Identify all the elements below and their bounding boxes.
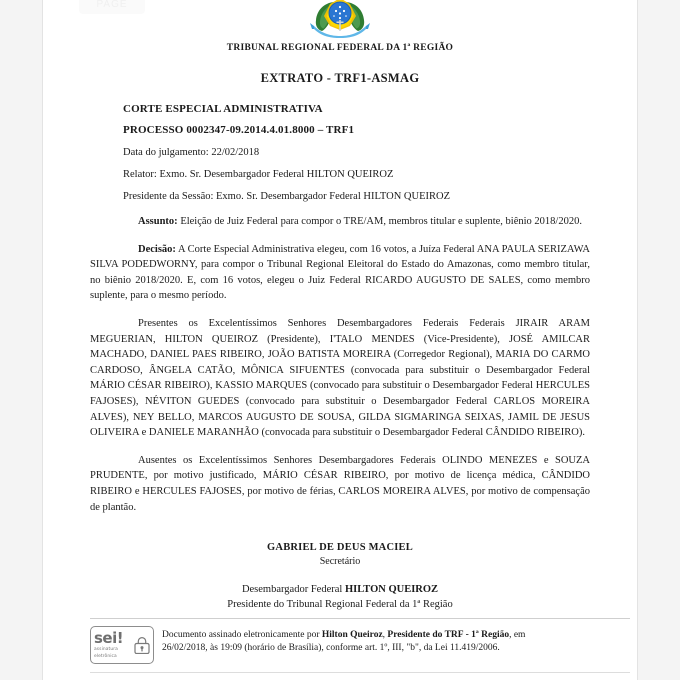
document-content [90, 0, 590, 612]
sei-line1-pre: Documento assinado eletronicamente por [162, 630, 322, 640]
padlock-icon [134, 637, 150, 654]
sei-sub-line-2: eletrônica [94, 653, 117, 659]
sei-stamp [90, 626, 154, 664]
sei-signer-role: Presidente do TRF - 1ª Região [387, 630, 510, 640]
organization-title: TRIBUNAL REGIONAL FEDERAL DA 1ª REGIÃO [226, 43, 454, 53]
court-section-heading: CORTE ESPECIAL ADMINISTRATIVA [123, 103, 323, 115]
corner-watermark-chip: PAGE [79, 0, 145, 14]
subject-paragraph [90, 214, 590, 230]
sei-signature-row [90, 626, 635, 664]
president-prefix: Desembargador Federal [241, 584, 345, 596]
process-number-heading: PROCESSO 0002347-09.2014.4.01.8000 – TRF1 [123, 124, 355, 136]
president-signature-block [90, 583, 590, 612]
page-edge-right [637, 0, 638, 680]
present-members-paragraph: Presentes os Excelentíssimos Senhores Desembargadores Federais Federais JIRAIR ARAM MEGUERIAN, HILTON QUEIROZ (Presidente), I'TALO MENDES (Vice-Presidente), JOSÉ AMILCAR MACHADO, DANIEL PAES RIBEIRO, JOÃO BATISTA MOREIRA (Corregedor Regional), MARIA DO CARMO CARDOSO, ÂNGELA CATÃO, MÔNICA SIFUENTES (convocada para substituir o Desembargador Federal MÁRIO CÉSAR RIBEIRO), KASSIO MARQUES (convocado para substituir o Desembargador Federal HERCULES FAJOSES), NÉVITON GUEDES (convocado para substituir o Desembargador Federal CARLOS MOREIRA ALVES), NEY BELLO, MARCOS AUGUSTO DE SOUSA, GILDA SIGMARINGA SEIXAS, JAMIL DE JESUS OLIVEIRA e DANIELE MARANHÃO (convocada para substituir o Desembargador Federal CÂNDIDO RIBEIRO). [90, 317, 590, 439]
coat-of-arms-container [90, 0, 590, 38]
decision-body: A Corte Especial Administrativa elegeu, com 16 votos, a Juíza Federal ANA PAULA SERIZAWA SILVA PODEDWORNY, para compor o Tribunal Regional Eleitoral do Estado do Amazonas, como membro titular, no biênio 2018/2020. E, com 16 votos, elegeu o Juiz Federal RICARDO AUGUSTO DE SALES, como membro suplente, para o mesmo período. [90, 243, 590, 302]
sei-signature-text [162, 626, 525, 655]
secretary-name: GABRIEL DE DEUS MACIEL [267, 542, 413, 554]
judgment-date-field: Data do julgamento: 22/02/2018 [123, 147, 260, 158]
page-title: EXTRATO - TRF1-ASMAG [260, 71, 420, 85]
secretary-signature-block [90, 541, 590, 569]
subject-body: Eleição de Juiz Federal para compor o TRE/AM, membros titular e suplente, biênio 2018/2020. [177, 216, 582, 227]
president-name: HILTON QUEIROZ [344, 584, 439, 596]
sei-wordmark: sei! [94, 629, 124, 648]
subject-label: Assunto: [138, 216, 178, 227]
sei-line1-post: , em [509, 630, 526, 640]
sei-signer-name: Hilton Queiroz [321, 630, 383, 640]
footer-divider [90, 618, 630, 619]
absent-members-paragraph: Ausentes os Excelentíssimos Senhores Desembargadores Federais OLINDO MENEZES e SOUZA PRUDENTE, por motivo justificado, MÁRIO CÉSAR RIBEIRO, por motivo de licença médica, CÂNDIDO RIBEIRO e HERCULES FAJOSES, por motivo de férias, CARLOS MOREIRA ALVES, por motivo de compensação de plantão. [90, 454, 590, 513]
session-president-field: Presidente da Sessão: Exmo. Sr. Desembargador Federal HILTON QUEIROZ [123, 191, 450, 202]
sei-sub-line-1: assinatura [94, 647, 118, 653]
footer-divider-bottom [90, 672, 630, 673]
reporter-field: Relator: Exmo. Sr. Desembargador Federal HILTON QUEIROZ [123, 169, 394, 180]
brasao-republica-icon [304, 0, 376, 38]
sei-line1-mid: , [382, 630, 388, 640]
secretary-role: Secretário [319, 556, 361, 568]
decision-paragraph [90, 242, 590, 304]
decision-label: Decisão: [138, 243, 176, 255]
sei-logo [94, 631, 132, 658]
sei-signature-line-1 [162, 629, 525, 642]
president-role: Presidente do Tribunal Regional Federal da 1ª Região [227, 598, 453, 610]
president-name-line [90, 583, 590, 598]
document-page [43, 0, 637, 680]
sei-signature-line-2: 26/02/2018, às 19:09 (horário de Brasília), conforme art. 1º, III, "b", da Lei 11.419/2006. [162, 643, 500, 653]
